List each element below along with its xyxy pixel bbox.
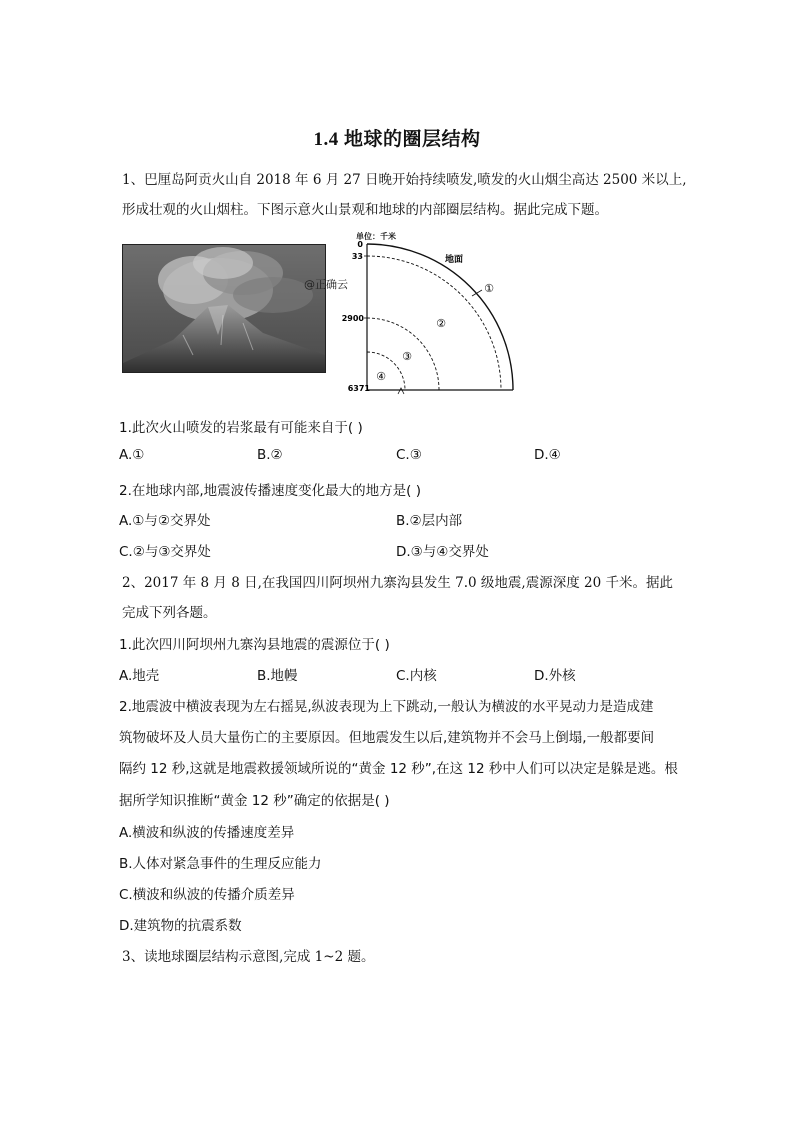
q2-sub2-option-a[interactable]: A.横波和纵波的传播速度差异 [119,825,295,841]
layer-label-2: ② [436,317,446,330]
q2-sub1-stem: 1.此次四川阿坝州九寨沟县地震的震源位于( ) [119,637,390,653]
surface-label: 地面 [445,255,464,265]
q3-intro: 3、读地球圈层结构示意图,完成 1~2 题。 [122,949,375,965]
q1-sub2-option-d[interactable]: D.③与④交界处 [396,544,489,560]
q1-sub2-option-a[interactable]: A.①与②交界处 [119,513,211,529]
q1-intro-line1: 1、巴厘岛阿贡火山自 2018 年 6 月 27 日晚开始持续喷发,喷发的火山烟尘高达 2500 米以上, [122,172,687,188]
q2-intro-line1: 2、2017 年 8 月 8 日,在我国四川阿坝州九寨沟县发生 7.0 级地震,震源深度 20 千米。据此 [122,575,673,591]
depth-label-6371: 6371 [347,384,370,393]
depth-label-2900: 2900 [341,314,364,323]
moho-boundary-arc [367,256,501,390]
q1-sub2-option-b[interactable]: B.②层内部 [396,513,463,529]
layer-label-4: ④ [376,370,386,383]
q2-intro-line2: 完成下列各题。 [122,605,217,621]
q2-sub1-option-d[interactable]: D.外核 [534,668,576,684]
q2-sub2-option-d[interactable]: D.建筑物的抗震系数 [119,918,242,934]
q1-sub1-option-b[interactable]: B.② [257,447,283,463]
q1-sub1-option-c[interactable]: C.③ [396,447,422,463]
layer-label-1 [472,282,494,296]
q1-sub2-option-c[interactable]: C.②与③交界处 [119,544,211,560]
q1-sub1-option-d[interactable]: D.④ [534,447,561,463]
inner-core-boundary-arc [367,352,405,390]
q2-sub1-option-b[interactable]: B.地幔 [257,668,298,684]
q2-sub2-option-b[interactable]: B.人体对紧急事件的生理反应能力 [119,856,322,872]
depth-label-0: 0 [357,240,363,249]
page-title: 1.4 地球的圈层结构 [313,129,481,150]
depth-label-33: 33 [351,252,363,261]
q1-intro-line2: 形成壮观的火山烟柱。下图示意火山景观和地球的内部圈层结构。据此完成下题。 [122,202,608,218]
q2-sub2-stem-line1: 2.地震波中横波表现为左右摇晃,纵波表现为上下跳动,一般认为横波的水平晃动力是造成建 [119,699,654,715]
q1-sub1-stem: 1.此次火山喷发的岩浆最有可能来自于( ) [119,420,363,436]
q2-sub2-stem-line4: 据所学知识推断“黄金 12 秒”确定的依据是( ) [119,793,390,809]
q2-sub1-option-c[interactable]: C.内核 [396,668,437,684]
svg-text:①: ① [484,282,494,295]
q2-sub2-stem-line2: 筑物破坏及人员大量伤亡的主要原因。但地震发生以后,建筑物并不会马上倒塌,一般都要间 [119,730,655,746]
diagram-unit-label: 单位：千米 [356,232,396,241]
q2-sub2-option-c[interactable]: C.横波和纵波的传播介质差异 [119,887,295,903]
q1-sub2-stem: 2.在地球内部,地震波传播速度变化最大的地方是( ) [119,483,421,499]
layer-label-3: ③ [402,350,412,363]
q1-sub1-option-a[interactable]: A.① [119,447,145,463]
q2-sub2-stem-line3: 隔约 12 秒,这就是地震救援领域所说的“黄金 12 秒”,在这 12 秒中人们可以决定是躲是逃。根 [119,761,678,777]
watermark-text: @正确云 [304,278,348,291]
q2-sub1-option-a[interactable]: A.地壳 [119,668,160,684]
earth-structure-diagram [340,228,530,402]
volcano-photo [122,244,326,373]
